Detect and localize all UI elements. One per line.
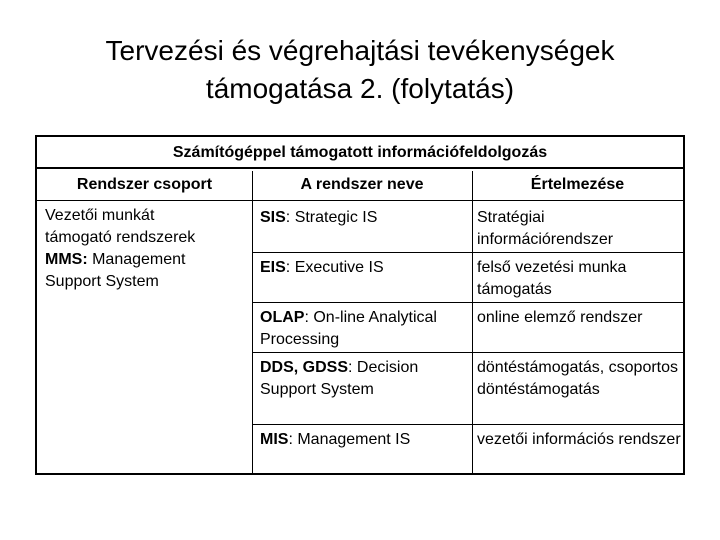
table-row-name [260, 429, 468, 451]
column-divider [472, 201, 473, 475]
slide-title-line-2: támogatása 2. (folytatás) [205, 73, 515, 104]
group-line: Vezetői munkát [45, 207, 155, 224]
row-divider [252, 252, 683, 253]
system-name: : On-line Analytical Processing [260, 309, 437, 348]
system-abbr: OLAP [260, 309, 305, 326]
slide-title-line-1: Tervezési és végrehajtási tevékenységek [105, 35, 615, 66]
table-row-meaning: döntéstámogatás, csoportos döntéstámogatás [477, 359, 679, 398]
table-row-meaning: felső vezetési munka támogatás [477, 259, 627, 298]
table-row-meaning: Stratégiai információrendszer [477, 209, 614, 248]
group-line [45, 249, 245, 271]
system-name: : Management IS [288, 431, 411, 448]
system-name: : Decision Support System [260, 359, 419, 398]
column-divider [252, 201, 253, 475]
info-systems-table [35, 135, 685, 475]
table-row-meaning: online elemző rendszer [477, 309, 643, 326]
table-row-name [260, 207, 468, 229]
system-name: : Executive IS [285, 259, 384, 276]
column-header-name: A rendszer neve [252, 171, 472, 201]
row-divider [252, 352, 683, 353]
table-row-name [260, 307, 468, 351]
group-line: támogató rendszerek [45, 229, 196, 246]
row-divider [252, 424, 683, 425]
group-cell [45, 205, 245, 293]
group-line: Support System [45, 273, 159, 290]
column-header-meaning: Értelmezése [472, 171, 683, 201]
system-abbr: SIS [260, 209, 286, 226]
row-divider [252, 302, 683, 303]
group-line-rest: Management [87, 251, 186, 268]
table-heading: Számítógéppel támogatott információfeldolgozás [37, 137, 683, 169]
header-divider [252, 171, 253, 201]
group-abbr: MMS: [45, 251, 88, 268]
system-abbr: EIS [260, 259, 286, 276]
header-divider [472, 171, 473, 201]
system-abbr: MIS [260, 431, 289, 448]
slide-title [0, 32, 720, 108]
system-name: : Strategic IS [285, 209, 378, 226]
table-row-name [260, 357, 468, 401]
table-row-name [260, 257, 468, 279]
column-header-group: Rendszer csoport [37, 171, 252, 201]
system-abbr: DDS, GDSS [260, 359, 349, 376]
table-row-meaning: vezetői információs rendszer [477, 431, 681, 448]
